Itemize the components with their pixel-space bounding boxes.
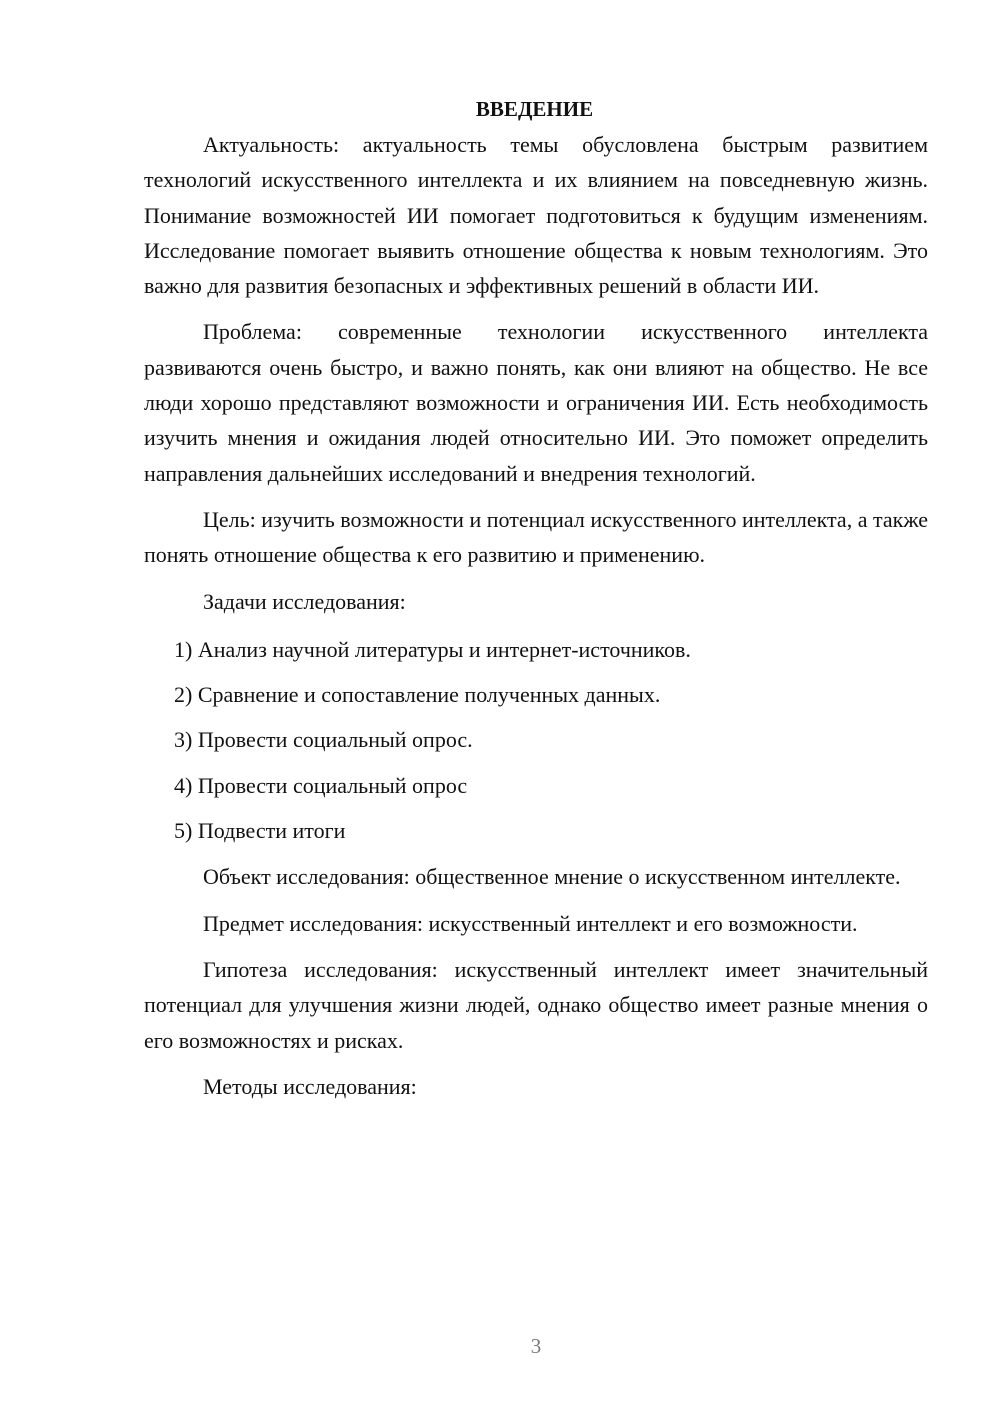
task-item-1: 1) Анализ научной литературы и интернет-источников. — [174, 636, 691, 662]
document-page — [144, 92, 928, 1104]
task-item-4: 4) Провести социальный опрос — [174, 772, 468, 798]
tasks-title: Задачи исследования: — [203, 588, 406, 614]
subject-paragraph: Предмет исследования: искусственный интеллект и его возможности. — [203, 910, 858, 936]
section-heading: ВВЕДЕНИЕ — [475, 97, 594, 121]
task-item-2: 2) Сравнение и сопоставление полученных данных. — [174, 682, 661, 708]
problem-paragraph: Проблема: современные технологии искусственного интеллекта развиваются очень быстро, и важно понять, как они влияют на общество. Не все люди хорошо представляют возможности и ограничения ИИ. Есть необходимость изучить мнения и ожидания людей относительно ИИ. Это поможет определить направления дальнейших исследований и внедрения технологий. — [144, 319, 928, 486]
goal-paragraph: Цель: изучить возможности и потенциал искусственного интеллекта, а также понять отношение общества к его развитию и применению. — [144, 506, 928, 568]
page-number: 3 — [530, 1334, 542, 1358]
hypothesis-paragraph: Гипотеза исследования: искусственный интеллект имеет значительный потенциал для улучшения жизни людей, однако общество имеет разные мнения о его возможностях и рисках. — [144, 956, 928, 1053]
task-item-5: 5) Подвести итоги — [174, 818, 346, 844]
task-item-3: 3) Провести социальный опрос. — [174, 727, 473, 753]
object-paragraph: Объект исследования: общественное мнение о искусственном интеллекте. — [203, 864, 901, 890]
methods-title: Методы исследования: — [203, 1073, 417, 1099]
relevance-paragraph: Актуальность: актуальность темы обусловлена быстрым развитием технологий искусственного интеллекта и их влиянием на повседневную жизнь. Понимание возможностей ИИ помогает подготовиться к будущим изменениям. Исследование помогает выявить отношение общества к новым технологиям. Это важно для развития безопасных и эффективных решений в области ИИ. — [144, 132, 928, 299]
